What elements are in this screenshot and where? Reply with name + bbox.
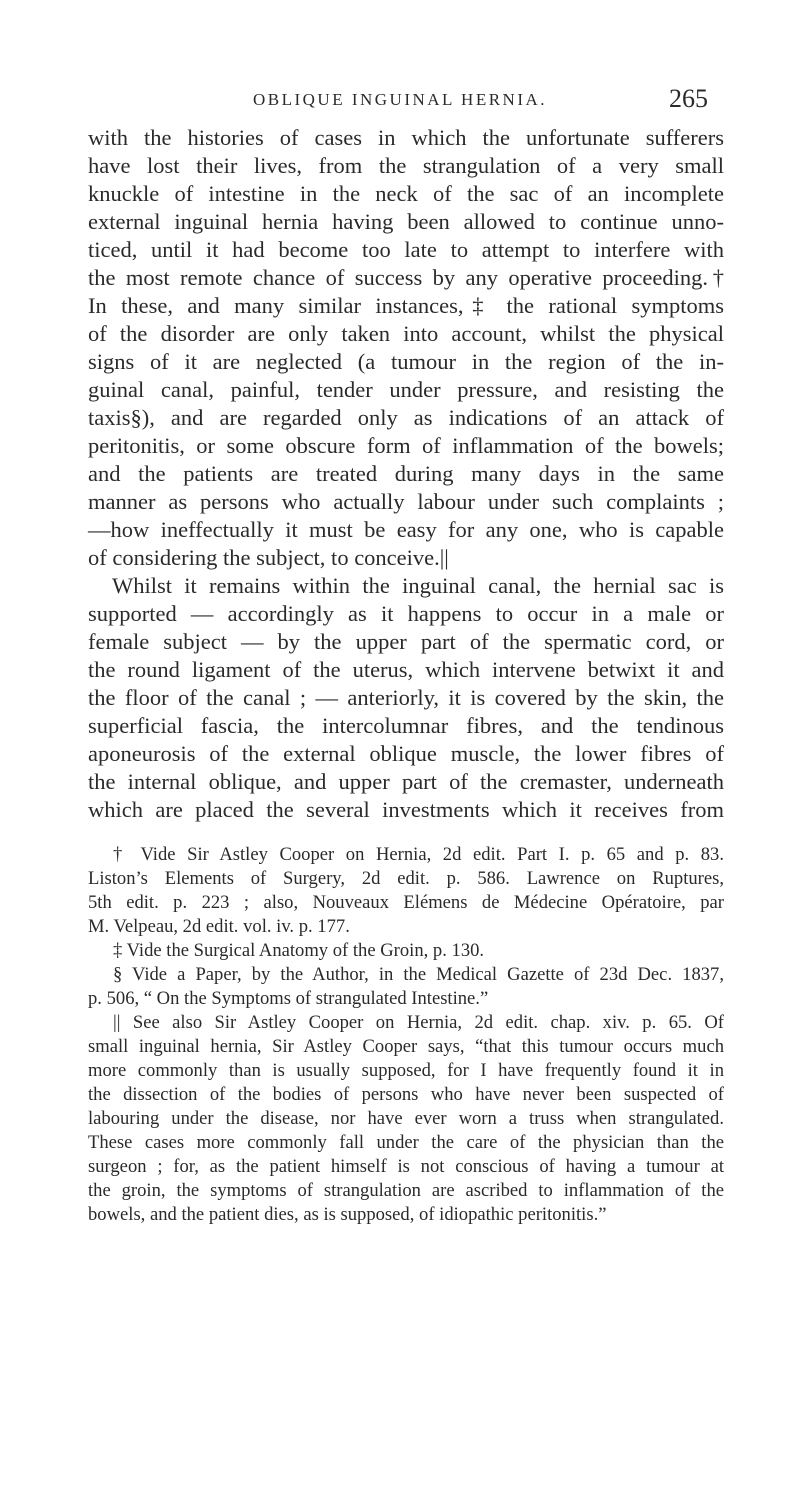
footnote-line: surgeon ; for, as the patient himself is not conscious of having a tumour at <box>88 1156 724 1177</box>
footnote-line: more commonly than is usually supposed, for I have frequently found it in <box>88 1060 724 1081</box>
body-line: the round ligament of the uterus, which intervene betwixt it and <box>88 657 724 682</box>
footnote-line: the groin, the symptoms of strangulation are ascribed to inflammation of the <box>88 1180 724 1201</box>
body-line: which are placed the several investments which it receives from <box>88 797 724 822</box>
footnote-line: These cases more commonly fall under the care of the physician than the <box>88 1132 724 1153</box>
body-line: the most remote chance of success by any operative proceeding.† <box>88 265 724 290</box>
footnote-line: † Vide Sir Astley Cooper on Hernia, 2d edit. Part I. p. 65 and p. 83. <box>113 844 724 865</box>
footnote-line: M. Velpeau, 2d edit. vol. iv. p. 177. <box>88 916 350 937</box>
footnote-line: Liston’s Elements of Surgery, 2d edit. p. 586. Lawrence on Ruptures, <box>88 868 724 889</box>
footnote-line: § Vide a Paper, by the Author, in the Medical Gazette of 23d Dec. 1837, <box>113 964 724 985</box>
body-line: —how ineffectually it must be easy for any one, who is capable <box>88 517 724 542</box>
footnote-line: 5th edit. p. 223 ; also, Nouveaux Elémens de Médecine Opératoire, par <box>88 892 724 913</box>
running-head <box>0 84 800 114</box>
body-line: of considering the subject, to conceive.|| <box>88 545 449 570</box>
body-line: the floor of the canal ; — anteriorly, it is covered by the skin, the <box>88 685 724 710</box>
body-line: and the patients are treated during many days in the same <box>88 461 724 486</box>
footnote-line: small inguinal hernia, Sir Astley Cooper says, “that this tumour occurs much <box>88 1036 724 1057</box>
body-line: of the disorder are only taken into account, whilst the physical <box>88 321 724 346</box>
body-line: taxis§), and are regarded only as indications of an attack of <box>88 405 724 430</box>
footnote-line: ‡ Vide the Surgical Anatomy of the Groin, p. 130. <box>113 940 485 961</box>
footnote-line: || See also Sir Astley Cooper on Hernia, 2d edit. chap. xiv. p. 65. Of <box>113 1012 724 1033</box>
body-line: knuckle of intestine in the neck of the sac of an incomplete <box>88 181 724 206</box>
body-line: peritonitis, or some obscure form of inflammation of the bowels; <box>88 433 724 458</box>
body-line: superficial fascia, the intercolumnar fibres, and the tendinous <box>88 713 724 738</box>
body-line: supported — accordingly as it happens to occur in a male or <box>88 601 724 626</box>
body-line: female subject — by the upper part of the spermatic cord, or <box>88 629 724 654</box>
body-line: manner as persons who actually labour under such complaints ; <box>88 489 724 514</box>
body-line: guinal canal, painful, tender under pressure, and resisting the <box>88 377 724 402</box>
footnote-line: bowels, and the patient dies, as is supposed, of idiopathic peritonitis.” <box>88 1204 607 1225</box>
body-line: external inguinal hernia having been allowed to continue unno- <box>88 209 724 234</box>
body-line: In these, and many similar instances,‡ the rational symptoms <box>88 293 724 318</box>
footnote-line: the dissection of the bodies of persons who have never been suspected of <box>88 1084 724 1105</box>
body-line: signs of it are neglected (a tumour in the region of the in- <box>88 349 724 374</box>
page-number: 265 <box>669 84 708 113</box>
running-title: OBLIQUE INGUINAL HERNIA. <box>252 90 548 109</box>
body-line: the internal oblique, and upper part of the cremaster, underneath <box>88 769 724 794</box>
footnote-line: p. 506, “ On the Symptoms of strangulated Intestine.” <box>88 988 489 1009</box>
body-line: have lost their lives, from the strangulation of a very small <box>88 153 724 178</box>
body-line: Whilst it remains within the inguinal canal, the hernial sac is <box>112 573 724 598</box>
body-line: ticed, until it had become too late to attempt to interfere with <box>88 237 724 262</box>
body-line: aponeurosis of the external oblique muscle, the lower fibres of <box>88 741 724 766</box>
footnote-line: labouring under the disease, nor have ever worn a truss when strangulated. <box>88 1108 724 1129</box>
body-line: with the histories of cases in which the unfortunate sufferers <box>88 125 724 150</box>
